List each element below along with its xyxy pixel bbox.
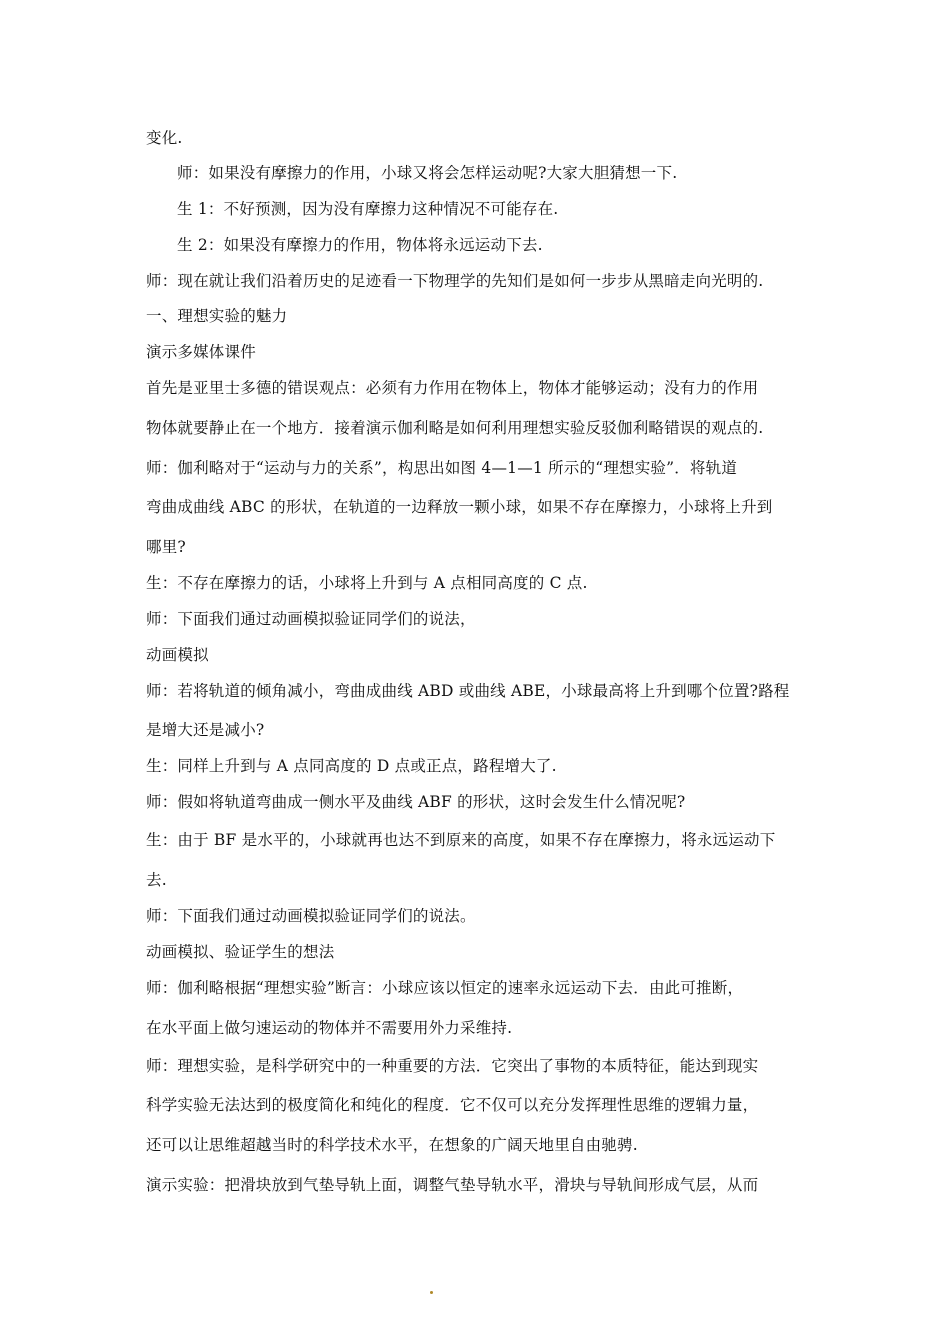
text-line: 师：假如将轨道弯曲成一侧水平及曲线 ABF 的形状，这时会发生什么情况呢? [146,793,686,811]
text-line: 师：伽利略对于“运动与力的关系”，构思出如图 4—1—1 所示的“理想实验”．将轨道 [146,459,738,477]
text-line: 变化. [146,129,183,147]
text-line: 演示多媒体课件 [146,343,256,361]
text-line: 首先是亚里士多德的错误观点：必须有力作用在物体上，物体才能够运动；没有力的作用 [146,379,759,397]
text-line: 师：下面我们通过动画模拟验证同学们的说法， [146,610,476,628]
text-line: 动画模拟 [146,646,209,664]
text-line: 师：现在就让我们沿着历史的足迹看一下物理学的先知们是如何一步步从黑暗走向光明的. [146,272,764,290]
text-line: 动画模拟、验证学生的想法 [146,943,335,961]
scan-speck [430,1291,433,1294]
section-heading: 一、理想实验的魅力 [146,307,288,325]
text-line: 生 2：如果没有摩擦力的作用，物体将永远运动下去. [177,236,543,254]
text-line: 演示实验：把滑块放到气垫导轨上面，调整气垫导轨水平，滑块与导轨间形成气层，从而 [146,1176,759,1194]
text-line: 师：理想实验，是科学研究中的一种重要的方法．它突出了事物的本质特征，能达到现实 [146,1057,759,1075]
text-line: 物体就要静止在一个地方．接着演示伽利略是如何利用理想实验反驳伽利略错误的观点的. [146,419,764,437]
text-line: 还可以让思维超越当时的科学技术水平，在想象的广阔天地里自由驰骋. [146,1136,638,1154]
text-line: 生：同样上升到与 A 点同高度的 D 点或正点，路程增大了. [146,757,557,775]
text-line: 师：若将轨道的倾角减小，弯曲成曲线 ABD 或曲线 ABE，小球最高将上升到哪个位置?路程 [146,682,790,700]
text-line: 生：由于 BF 是水平的，小球就再也达不到原来的高度，如果不存在摩擦力，将永远运动下 [146,831,776,849]
text-line: 在水平面上做匀速运动的物体并不需要用外力采维持. [146,1019,513,1037]
text-line: 是增大还是减小? [146,721,265,739]
text-line: 去. [146,871,167,889]
text-line: 生：不存在摩擦力的话，小球将上升到与 A 点相同高度的 C 点. [146,574,588,592]
text-line: 生 1：不好预测，因为没有摩擦力这种情况不可能存在. [177,200,559,218]
text-line: 弯曲成曲线 ABC 的形状，在轨道的一边释放一颗小球，如果不存在摩擦力，小球将上升到 [146,498,773,516]
text-line: 师：下面我们通过动画模拟验证同学们的说法。 [146,907,476,925]
text-line: 哪里? [146,538,186,556]
text-line: 科学实验无法达到的极度简化和纯化的程度．它不仅可以充分发挥理性思维的逻辑力量， [146,1096,759,1114]
text-line: 师：伽利略根据“理想实验”断言：小球应该以恒定的速率永远运动下去．由此可推断， [146,979,744,997]
text-line: 师：如果没有摩擦力的作用，小球又将会怎样运动呢?大家大胆猜想一下. [177,164,678,182]
